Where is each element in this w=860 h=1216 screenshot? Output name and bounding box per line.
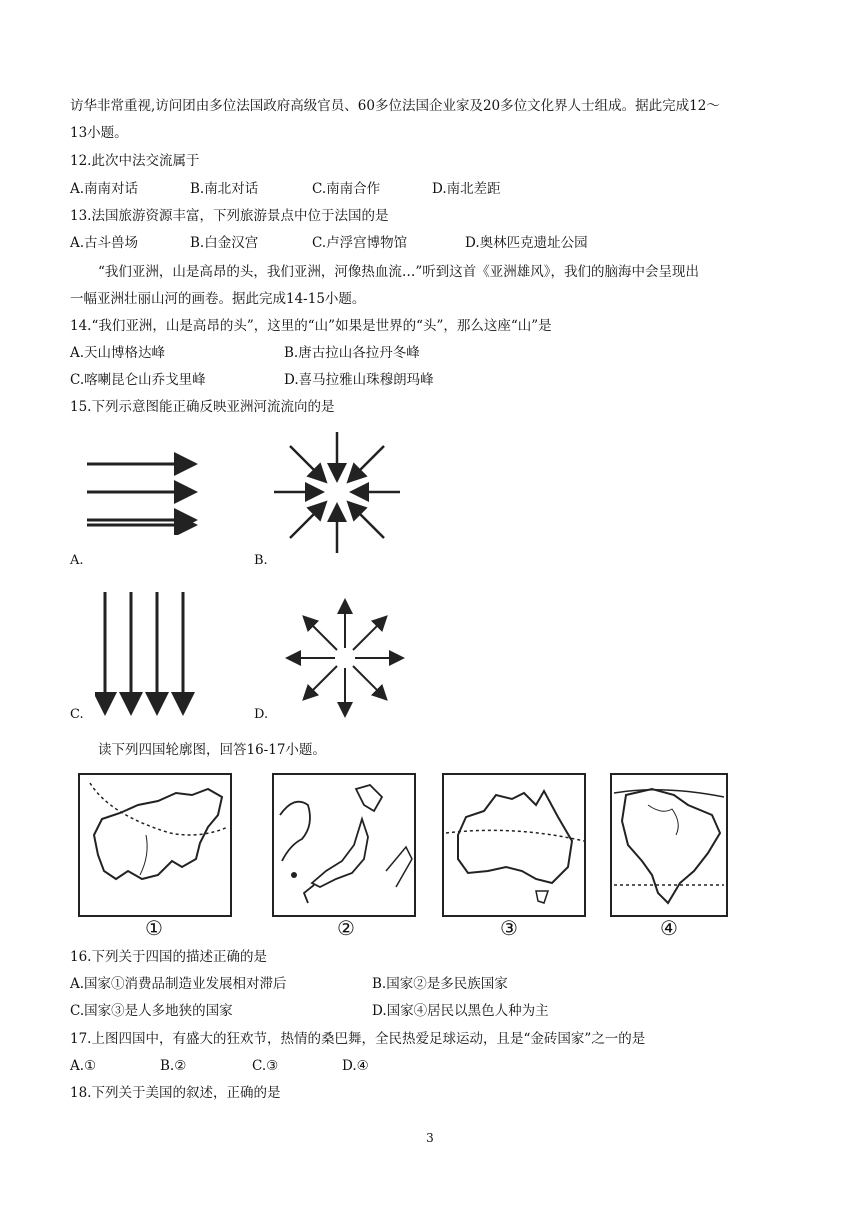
q15-figure-d [285,596,405,721]
q13-option-d: D.奥林匹克遗址公园 [465,235,588,251]
map-brazil [610,773,728,917]
russia-outline-icon [80,775,230,915]
q18-stem: 18.下列关于美国的叙述，正确的是 [70,1085,281,1101]
map-label-4: ④ [660,916,678,940]
q12-option-b: B.南北对话 [190,181,259,197]
q12-option-a: A.南南对话 [70,181,139,197]
q15-label-c: C. [70,707,84,722]
passage-line-2: 一幅亚洲壮丽山河的画卷。据此完成14-15小题。 [70,291,366,307]
q15-figure-c [95,590,195,720]
q14-option-c: C.喀喇昆仑山乔戈里峰 [70,372,206,388]
q14-stem: 14.“我们亚洲，山是高昂的头”，这里的“山”如果是世界的“头”，那么这座“山”是 [70,318,552,334]
q17-stem: 17.上图四国中，有盛大的狂欢节，热情的桑巴舞，全民热爱足球运动，且是“金砖国家”之一的是 [70,1031,646,1047]
map-label-1: ① [145,916,163,940]
q13-option-a: A.古斗兽场 [70,235,139,251]
q16-option-c: C.国家③是人多地狭的国家 [70,1003,233,1019]
map-australia [442,773,586,917]
q13-stem: 13.法国旅游资源丰富，下列旅游景点中位于法国的是 [70,208,389,224]
q16-option-a: A.国家①消费品制造业发展相对滞后 [70,976,287,992]
q16-option-d: D.国家④居民以黑色人种为主 [372,1003,549,1019]
brazil-outline-icon [612,775,726,915]
q17-option-d: D.④ [342,1058,369,1074]
q14-option-d: D.喜马拉雅山珠穆朗玛峰 [284,372,434,388]
map-intro: 读下列四国轮廓图，回答16-17小题。 [98,742,326,758]
map-japan [272,773,416,917]
intro-text-cont: 13小题。 [70,125,128,141]
q17-option-c: C.③ [252,1058,279,1074]
q15-label-a: A. [70,553,84,568]
q17-option-a: A.① [70,1058,97,1074]
q16-option-b: B.国家②是多民族国家 [372,976,508,992]
map-label-3: ③ [500,916,518,940]
q14-option-a: A.天山博格达峰 [70,345,166,361]
q12-option-d: D.南北差距 [432,181,501,197]
q15-stem: 15.下列示意图能正确反映亚洲河流流向的是 [70,399,335,415]
q15-label-d: D. [254,707,269,722]
japan-outline-icon [274,775,414,915]
australia-outline-icon [444,775,584,915]
q15-label-b: B. [254,553,268,568]
q17-option-b: B.② [160,1058,187,1074]
q12-stem: 12.此次中法交流属于 [70,153,200,169]
q13-option-c: C.卢浮宫博物馆 [312,235,408,251]
passage-line-1: “我们亚洲，山是高昂的头，我们亚洲，河像热血流…”听到这首《亚洲雄风》，我们的脑海中会呈现出 [98,264,700,280]
q15-figure-a-arrow-4 [82,515,202,535]
q16-stem: 16.下列关于四国的描述正确的是 [70,949,267,965]
q15-figure-b [272,430,402,555]
q14-option-b: B.唐古拉山各拉丹冬峰 [284,345,420,361]
map-label-2: ② [337,916,355,940]
q13-option-b: B.白金汉宫 [190,235,259,251]
map-russia [78,773,232,917]
page-number: 3 [426,1131,434,1145]
intro-text: 访华非常重视,访问团由多位法国政府高级官员、60多位法国企业家及20多位文化界人士组成。据此完成12～ [70,98,720,114]
q12-option-c: C.南南合作 [312,181,381,197]
